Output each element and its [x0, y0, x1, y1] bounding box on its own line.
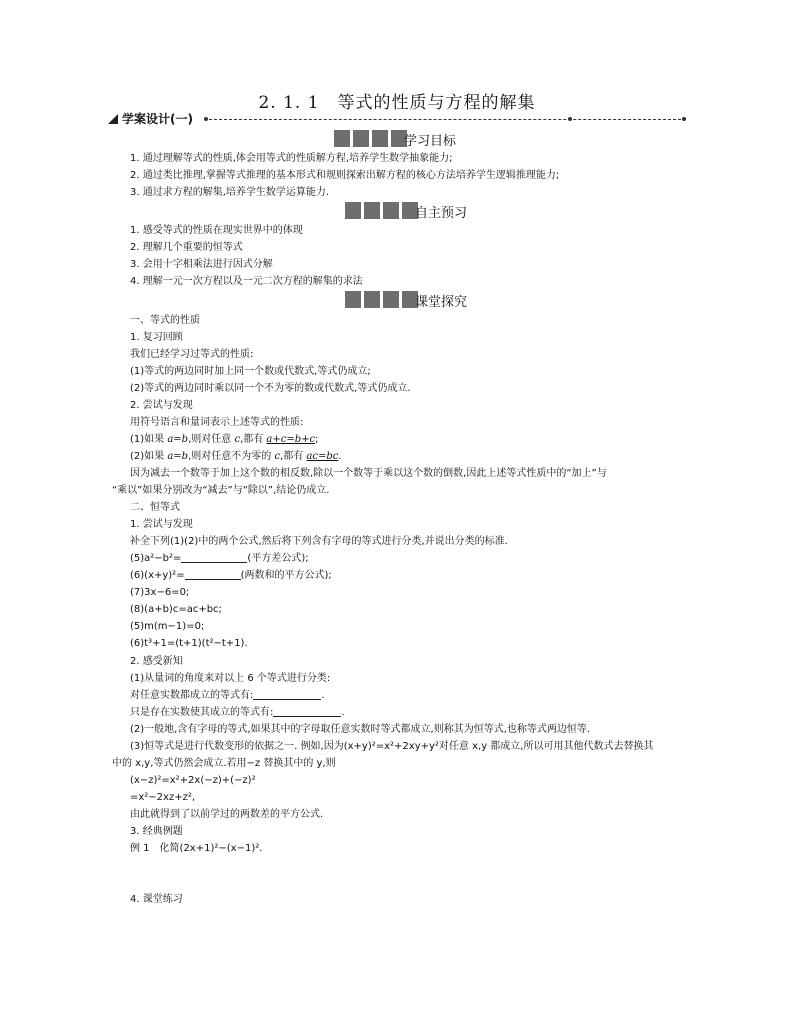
equation-line: =x²−2xz+z²,	[130, 792, 196, 803]
preview-item: 1. 感受等式的性质在现实世界中的体现	[130, 225, 303, 236]
equation-line: (5)a²−b²= (平方差公式);	[130, 553, 309, 564]
filled-answer: a+c=b+c	[266, 434, 316, 445]
paragraph: “乘以”如果分别改为“减去”与“除以”,结论仍成立.	[112, 485, 330, 496]
property-line: (2)如果 a=b,则对任意不为零的 c,都有 ac=bc.	[130, 451, 342, 462]
dashed-divider	[204, 119, 686, 120]
banner-goals	[334, 130, 534, 148]
goal-item: 1. 通过理解等式的性质,体会用等式的性质解方程,培养学生数学抽象能力;	[130, 153, 453, 164]
equation-line: (6)(x+y)²= (两数和的平方公式);	[130, 570, 332, 581]
paragraph: (3)恒等式是进行代数变形的依据之一. 例如,因为(x+y)²=x²+2xy+y²对任意 x,y 都成立,所以可用其他代数式去替换其	[130, 741, 654, 752]
filled-answer: ac=bc	[306, 451, 339, 462]
banner-blocks	[345, 202, 418, 219]
paragraph: 由此就得到了以前学过的两数差的平方公式.	[130, 809, 324, 820]
equation-line: (5)m(m−1)=0;	[130, 621, 205, 632]
preview-item: 4. 理解一元一次方程以及一元二次方程的解集的求法	[130, 276, 363, 287]
document-title: 2. 1. 1 等式的性质与方程的解集	[258, 93, 536, 113]
dot-marker-icon	[568, 117, 572, 121]
sub-heading: 1. 复习回顾	[130, 332, 183, 343]
sub-heading: 2. 感受新知	[130, 656, 183, 667]
paragraph: (1)从量词的角度来对以上 6 个等式进行分类:	[130, 673, 331, 684]
paragraph: 因为减去一个数等于加上这个数的相反数,除以一个数等于乘以这个数的倒数,因此上述等式性质中的“加上”与	[130, 468, 607, 479]
banner-explore	[345, 291, 545, 309]
paragraph: (2)一般地,含有字母的等式,如果其中的字母取任意实数时等式都成立,则称其为恒等式,也称等式两边恒等.	[130, 724, 591, 735]
answer-blank[interactable]	[253, 689, 321, 700]
paragraph: 用符号语言和量词表示上述等式的性质:	[130, 417, 304, 428]
dot-marker-icon	[204, 117, 208, 121]
paragraph: (1)等式的两边同时加上同一个数或代数式,等式仍成立;	[130, 366, 371, 377]
property-line: (1)如果 a=b,则对任意 c,都有 a+c=b+c;	[130, 434, 319, 445]
answer-blank[interactable]	[181, 552, 247, 563]
answer-blank[interactable]	[273, 706, 341, 717]
example-problem: 例 1 化简(2x+1)²−(x−1)².	[130, 843, 263, 854]
preview-item: 3. 会用十字相乘法进行因式分解	[130, 259, 273, 270]
equation-line: (x−z)²=x²+2x(−z)+(−z)²	[130, 775, 256, 786]
banner-explore-text: 课堂探究	[415, 295, 468, 310]
banner-blocks	[334, 130, 407, 147]
sub-heading: 4. 课堂练习	[130, 894, 183, 905]
answer-blank[interactable]	[185, 569, 241, 580]
equation-line: (6)t³+1=(t+1)(t²−t+1).	[130, 638, 248, 649]
equation-line: (7)3x−6=0;	[130, 587, 190, 598]
triangle-marker-icon	[108, 114, 118, 124]
part-heading: 一、等式的性质	[130, 315, 200, 326]
banner-preview	[345, 202, 545, 220]
preview-item: 2. 理解几个重要的恒等式	[130, 242, 243, 253]
sub-heading: 1. 尝试与发现	[130, 519, 193, 530]
banner-blocks	[345, 291, 418, 308]
sub-heading: 2. 尝试与发现	[130, 400, 193, 411]
sub-heading: 3. 经典例题	[130, 826, 183, 837]
section-header-bar	[108, 111, 686, 127]
banner-goals-text: 学习目标	[404, 134, 457, 149]
paragraph: 我们已经学习过等式的性质:	[130, 349, 254, 360]
paragraph: (2)等式的两边同时乘以同一个不为零的数或代数式,等式仍成立.	[130, 383, 411, 394]
fill-line: 只是存在实数使其成立的等式有: .	[130, 707, 345, 718]
fill-line: 对任意实数都成立的等式有: .	[130, 690, 325, 701]
equation-line: (8)(a+b)c=ac+bc;	[130, 604, 222, 615]
part-heading: 二、恒等式	[130, 502, 180, 513]
paragraph: 补全下列(1)(2)中的两个公式,然后将下列含有字母的等式进行分类,并说出分类的标准.	[130, 536, 508, 547]
dot-marker-icon	[682, 117, 686, 121]
section-label: 学案设计(一)	[122, 112, 193, 126]
goal-item: 2. 通过类比推理,掌握等式推理的基本形式和规则探索出解方程的核心方法培养学生逻辑推理能力;	[130, 170, 560, 181]
banner-preview-text: 自主预习	[415, 206, 468, 221]
goal-item: 3. 通过求方程的解集,培养学生数学运算能力.	[130, 187, 330, 198]
paragraph: 中的 x,y,等式仍然会成立.若用−z 替换其中的 y,则	[112, 758, 336, 769]
